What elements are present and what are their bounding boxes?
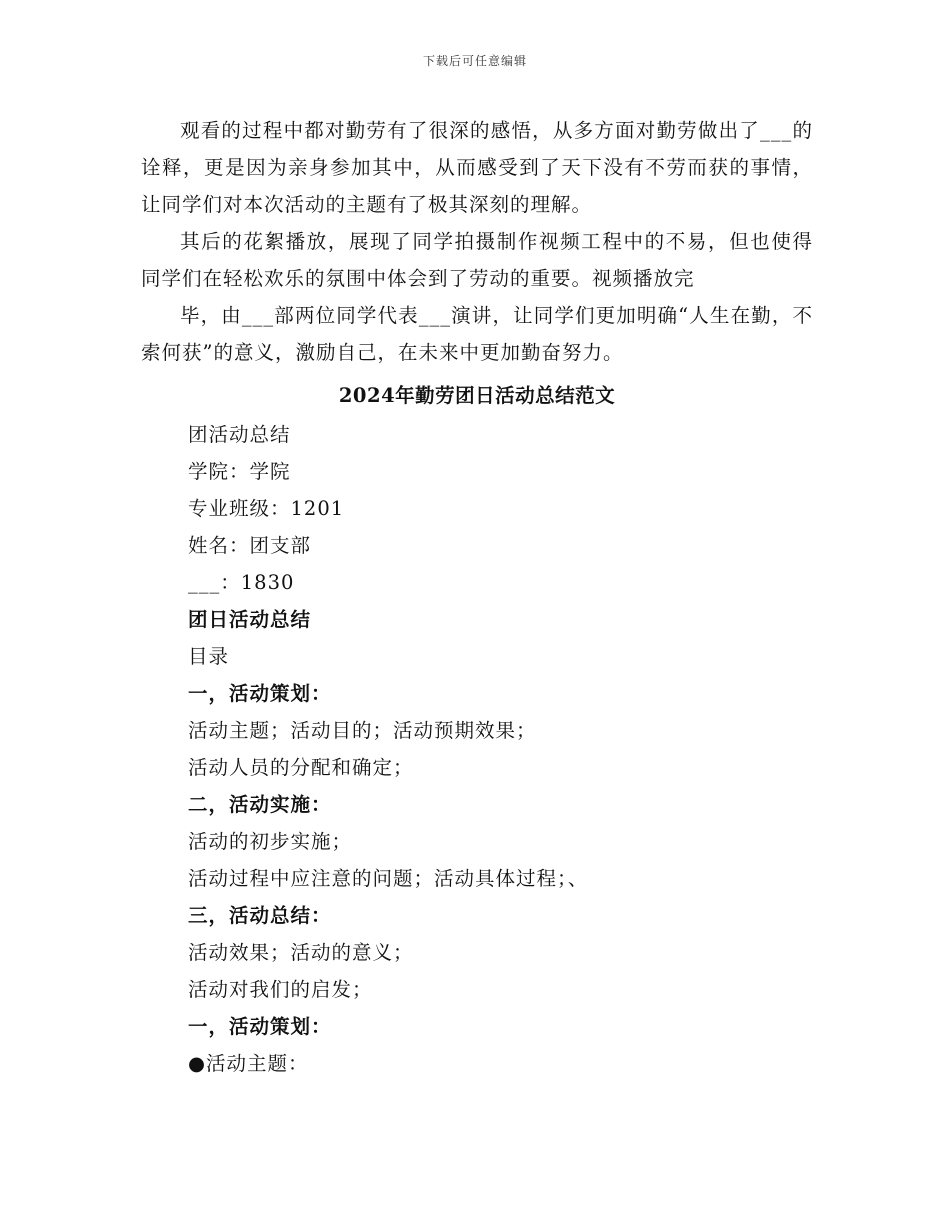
section-heading-planning-repeat: 一，活动策划： — [188, 1015, 332, 1038]
section-heading-planning: 一，活动策划： — [188, 682, 332, 705]
line-college: 学院：学院 — [188, 460, 291, 483]
section-heading-conclusion: 三，活动总结： — [188, 904, 332, 927]
section-heading-implementation: 二，活动实施： — [188, 793, 332, 816]
line-name: 姓名：团支部 — [188, 534, 312, 557]
page-header-note: 下载后可任意编辑 — [422, 54, 527, 68]
bullet-item-theme: ●活动主题： — [188, 1052, 309, 1075]
toc-item: 活动对我们的启发； — [188, 978, 373, 1001]
section-heading-summary: 团日活动总结 — [188, 608, 312, 631]
paragraph-2: 其后的花絮播放，展现了同学拍摄制作视频工程中的不易，但也使得同学们在轻松欢乐的氛围中体会到了劳动的重要。视频播放完 — [141, 230, 813, 290]
toc-item: 活动过程中应注意的问题；活动具体过程；、 — [188, 867, 589, 890]
toc-item: 活动人员的分配和确定； — [188, 756, 414, 779]
paragraph-3: 毕，由___部两位同学代表___演讲，让同学们更加明确“人生在勤，不索何获”的意义，激励自己，在未来中更加勤奋努力。 — [141, 304, 813, 364]
line-toc: 目录 — [188, 645, 230, 668]
document-body — [141, 112, 813, 1082]
paragraph-1: 观看的过程中都对勤劳有了很深的感悟，从多方面对勤劳做出了___的诠释，更是因为亲身参加其中，从而感受到了天下没有不劳而获的事情，让同学们对本次活动的主题有了极其深刻的理解。 — [141, 119, 813, 216]
toc-item: 活动的初步实施； — [188, 830, 353, 853]
toc-item: 活动主题；活动目的；活动预期效果； — [188, 719, 537, 742]
line-number: ___：1830 — [188, 571, 295, 594]
document-title: 2024年勤劳团日活动总结范文 — [338, 384, 616, 407]
line-org: 团活动总结 — [188, 423, 291, 446]
toc-item: 活动效果；活动的意义； — [188, 941, 414, 964]
outline-list — [141, 416, 813, 1082]
line-class: 专业班级：1201 — [188, 497, 345, 520]
